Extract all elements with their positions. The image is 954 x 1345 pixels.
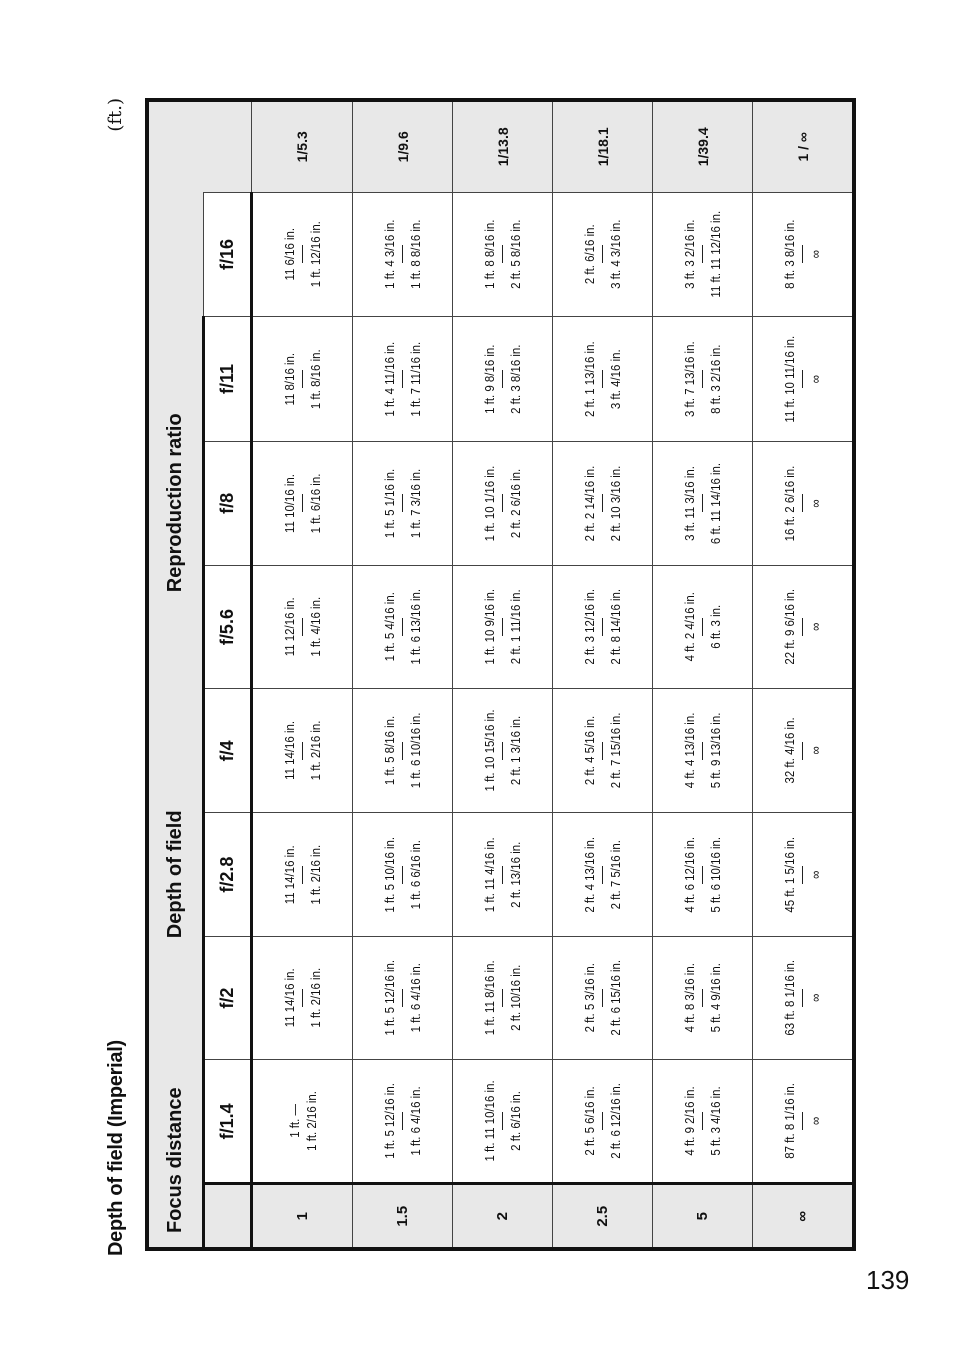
far-limit: 1 ft. 6 4/16 in. bbox=[408, 1086, 423, 1157]
dof-cell bbox=[453, 441, 553, 565]
range-separator bbox=[802, 742, 803, 760]
far-limit: ∞ bbox=[808, 870, 823, 879]
dof-cell bbox=[653, 192, 753, 317]
far-limit: 5 ft. 3 4/16 in. bbox=[708, 1086, 723, 1157]
near-limit: 1 ft. 5 10/16 in. bbox=[382, 836, 397, 913]
near-limit: 1 ft. 11 8/16 in. bbox=[482, 960, 497, 1036]
ratio-header-blank bbox=[204, 100, 252, 192]
dof-cell bbox=[252, 813, 353, 936]
near-limit: 11 14/16 in. bbox=[282, 968, 297, 1028]
dof-cell bbox=[553, 317, 653, 442]
range-separator bbox=[402, 1112, 403, 1130]
dof-cell bbox=[653, 1060, 753, 1184]
far-limit: 3 ft. 4 3/16 in. bbox=[608, 219, 623, 290]
range-separator bbox=[502, 245, 503, 263]
aperture-header: f/2 bbox=[204, 936, 252, 1059]
range-separator bbox=[602, 866, 603, 884]
dof-cell bbox=[353, 936, 453, 1059]
far-limit: 11 ft. 11 12/16 in. bbox=[708, 211, 723, 298]
range-separator bbox=[802, 494, 803, 512]
unit-label: (ft.) bbox=[105, 98, 126, 132]
range-separator bbox=[402, 989, 403, 1007]
dof-cell bbox=[252, 1060, 353, 1184]
near-limit: 2 ft. 2 14/16 in. bbox=[582, 465, 597, 542]
far-limit: 1 ft. 2/16 in. bbox=[308, 844, 323, 905]
far-limit: ∞ bbox=[808, 622, 823, 632]
near-limit: 11 14/16 in. bbox=[282, 721, 297, 781]
near-limit: 1 ft. 8 8/16 in. bbox=[482, 219, 497, 290]
dof-cell bbox=[653, 565, 753, 688]
aperture-header: f/5.6 bbox=[204, 565, 252, 688]
range-separator bbox=[302, 245, 303, 263]
dof-cell bbox=[553, 192, 653, 317]
near-limit: 1 ft. 9 8/16 in. bbox=[482, 344, 497, 414]
near-limit: 1 ft. 5 12/16 in. bbox=[382, 960, 397, 1036]
far-limit: ∞ bbox=[808, 994, 823, 1003]
dof-cell bbox=[553, 565, 653, 688]
aperture-header: f/11 bbox=[204, 317, 252, 442]
far-limit: 6 ft. 3 in. bbox=[708, 605, 723, 649]
dof-cell bbox=[753, 441, 855, 565]
far-limit: 6 ft. 11 14/16 in. bbox=[708, 462, 723, 544]
far-limit: 1 ft. 6 6/16 in. bbox=[408, 839, 423, 910]
range-separator bbox=[802, 245, 803, 263]
range-separator bbox=[702, 866, 703, 884]
far-limit: ∞ bbox=[808, 1117, 823, 1126]
range-separator bbox=[802, 866, 803, 884]
near-limit: 4 ft. 9 2/16 in. bbox=[682, 1086, 697, 1157]
far-limit: 5 ft. 4 9/16 in. bbox=[708, 963, 723, 1033]
near-limit: 4 ft. 8 3/16 in. bbox=[682, 963, 697, 1033]
range-separator bbox=[702, 1112, 703, 1130]
far-limit: 2 ft. 7 15/16 in. bbox=[608, 712, 623, 789]
range-separator bbox=[502, 618, 503, 636]
dof-cell bbox=[553, 936, 653, 1059]
dof-cell bbox=[252, 317, 353, 442]
range-separator bbox=[302, 494, 303, 512]
range-separator bbox=[302, 866, 303, 884]
far-limit: 2 ft. 10 3/16 in. bbox=[608, 465, 623, 542]
range-separator bbox=[702, 742, 703, 760]
near-limit: 11 10/16 in. bbox=[282, 473, 297, 533]
dof-cell bbox=[252, 441, 353, 565]
near-limit: 11 12/16 in. bbox=[282, 597, 297, 657]
near-limit: 16 ft. 2 6/16 in. bbox=[782, 465, 797, 542]
near-limit: 2 ft. 1 13/16 in. bbox=[582, 341, 597, 417]
range-separator bbox=[502, 989, 503, 1007]
range-separator bbox=[702, 370, 703, 388]
near-limit: 2 ft. 4 13/16 in. bbox=[582, 836, 597, 913]
dof-cell bbox=[653, 441, 753, 565]
range-separator bbox=[402, 245, 403, 263]
near-limit: 1 ft. 4 11/16 in. bbox=[382, 341, 397, 417]
dof-cell bbox=[353, 813, 453, 936]
dof-cell bbox=[252, 689, 353, 813]
far-limit: 3 ft. 4/16 in. bbox=[608, 349, 623, 409]
far-limit: 5 ft. 6 10/16 in. bbox=[708, 836, 723, 913]
focus-distance-cell: 1.5 bbox=[353, 1184, 453, 1249]
far-limit: 1 ft. 2/16 in. bbox=[308, 720, 323, 781]
near-limit: 1 ft. 4 3/16 in. bbox=[382, 219, 397, 290]
far-limit: 1 ft. 7 11/16 in. bbox=[408, 341, 423, 417]
far-limit: 2 ft. 6/16 in. bbox=[508, 1091, 523, 1152]
focus-distance-cell: 1 bbox=[252, 1184, 353, 1249]
header-blank bbox=[147, 100, 204, 317]
near-limit: 63 ft. 8 1/16 in. bbox=[782, 960, 797, 1036]
focus-distance-cell: 2.5 bbox=[553, 1184, 653, 1249]
reproduction-ratio-cell: 1 / ∞ bbox=[753, 100, 855, 192]
far-limit: 1 ft. 6 10/16 in. bbox=[408, 712, 423, 789]
far-limit: 1 ft. 6/16 in. bbox=[308, 473, 323, 534]
page-number: 139 bbox=[866, 1265, 910, 1295]
range-separator bbox=[502, 370, 503, 388]
range-separator bbox=[702, 618, 703, 636]
range-separator bbox=[702, 989, 703, 1007]
dof-cell bbox=[353, 192, 453, 317]
range-separator bbox=[302, 742, 303, 760]
table-row bbox=[353, 100, 453, 1249]
far-limit: 5 ft. 9 13/16 in. bbox=[708, 712, 723, 789]
range-separator bbox=[402, 866, 403, 884]
page-title: Depth of field (Imperial) bbox=[105, 1040, 127, 1256]
near-limit: 1 ft. 10 1/16 in. bbox=[482, 465, 497, 542]
dof-cell bbox=[753, 192, 855, 317]
table-row bbox=[252, 100, 353, 1249]
far-limit: 2 ft. 2 6/16 in. bbox=[508, 468, 523, 538]
near-limit: 1 ft. — bbox=[286, 1104, 302, 1139]
dof-cell bbox=[453, 936, 553, 1059]
far-limit: 1 ft. 6 13/16 in. bbox=[408, 589, 423, 665]
focus-distance-cell: 2 bbox=[453, 1184, 553, 1249]
range-separator bbox=[702, 245, 703, 263]
far-limit: 1 ft. 8/16 in. bbox=[308, 349, 323, 409]
far-limit: 1 ft. 2/16 in. bbox=[308, 968, 323, 1028]
near-limit: 1 ft. 11 4/16 in. bbox=[482, 837, 497, 913]
dof-cell bbox=[453, 689, 553, 813]
dof-cell bbox=[453, 813, 553, 936]
near-limit: 32 ft. 4/16 in. bbox=[782, 717, 797, 784]
dof-cell bbox=[453, 1060, 553, 1184]
near-limit: 45 ft. 1 5/16 in. bbox=[782, 836, 797, 913]
near-limit: 11 ft. 10 11/16 in. bbox=[782, 335, 797, 423]
table-row bbox=[753, 100, 855, 1249]
range-separator bbox=[402, 494, 403, 512]
dof-cell bbox=[252, 192, 353, 317]
far-limit: ∞ bbox=[808, 374, 823, 384]
depth-of-field-header: Depth of field bbox=[147, 689, 204, 1060]
near-limit: 2 ft. 5 6/16 in. bbox=[582, 1086, 597, 1157]
near-limit: 2 ft. 4 5/16 in. bbox=[582, 716, 597, 786]
near-limit: 4 ft. 2 4/16 in. bbox=[682, 592, 697, 662]
far-limit: ∞ bbox=[808, 499, 823, 508]
reproduction-ratio-cell: 1/13.8 bbox=[453, 100, 553, 192]
far-limit: 1 ft. 7 3/16 in. bbox=[408, 468, 423, 538]
focus-distance-cell: ∞ bbox=[753, 1184, 855, 1249]
range-separator bbox=[302, 989, 303, 1007]
far-limit: 1 ft. 8 8/16 in. bbox=[408, 219, 423, 290]
near-limit: 1 ft. 5 12/16 in. bbox=[382, 1083, 397, 1160]
dof-cell bbox=[353, 689, 453, 813]
near-limit: 11 6/16 in. bbox=[282, 228, 297, 281]
dof-cell bbox=[753, 689, 855, 813]
dof-cell bbox=[753, 317, 855, 442]
table-row bbox=[653, 100, 753, 1249]
near-limit: 1 ft. 10 15/16 in. bbox=[482, 709, 497, 792]
range-separator bbox=[802, 618, 803, 636]
near-limit: 2 ft. 6/16 in. bbox=[582, 224, 597, 285]
far-limit: 2 ft. 1 11/16 in. bbox=[508, 589, 523, 665]
far-limit: 2 ft. 8 14/16 in. bbox=[608, 589, 623, 665]
range-separator bbox=[602, 494, 603, 512]
reproduction-ratio-cell: 1/39.4 bbox=[653, 100, 753, 192]
range-separator bbox=[802, 1112, 803, 1130]
dof-cell bbox=[753, 1060, 855, 1184]
range-separator bbox=[402, 742, 403, 760]
reproduction-ratio-cell: 1/18.1 bbox=[553, 100, 653, 192]
range-separator bbox=[602, 742, 603, 760]
range-separator bbox=[502, 866, 503, 884]
dof-cell bbox=[653, 317, 753, 442]
range-separator bbox=[602, 989, 603, 1007]
far-limit: 1 ft. 6 4/16 in. bbox=[408, 963, 423, 1033]
aperture-header: f/8 bbox=[204, 441, 252, 565]
far-limit: 2 ft. 7 5/16 in. bbox=[608, 839, 623, 910]
range-separator bbox=[602, 1112, 603, 1130]
dof-cell bbox=[353, 317, 453, 442]
dof-cell bbox=[553, 441, 653, 565]
dof-cell bbox=[653, 813, 753, 936]
aperture-header: f/4 bbox=[204, 689, 252, 813]
far-limit: 1 ft. 4/16 in. bbox=[308, 597, 323, 657]
near-limit: 3 ft. 7 13/16 in. bbox=[682, 341, 697, 417]
near-limit: 2 ft. 3 12/16 in. bbox=[582, 589, 597, 665]
far-limit: 2 ft. 6 12/16 in. bbox=[608, 1083, 623, 1160]
far-limit: 8 ft. 3 2/16 in. bbox=[708, 344, 723, 414]
dof-cell bbox=[653, 936, 753, 1059]
far-limit: 2 ft. 5 8/16 in. bbox=[508, 219, 523, 290]
near-limit: 3 ft. 3 2/16 in. bbox=[682, 219, 697, 290]
near-limit: 3 ft. 11 3/16 in. bbox=[682, 465, 697, 541]
range-separator bbox=[602, 245, 603, 263]
far-limit: 2 ft. 3 8/16 in. bbox=[508, 344, 523, 414]
range-separator bbox=[802, 370, 803, 388]
range-separator bbox=[602, 370, 603, 388]
dof-cell bbox=[453, 317, 553, 442]
dof-table bbox=[145, 98, 856, 1251]
dof-cell bbox=[353, 565, 453, 688]
dof-cell bbox=[553, 1060, 653, 1184]
focus-distance-cell: 5 bbox=[653, 1184, 753, 1249]
near-limit: 2 ft. 5 3/16 in. bbox=[582, 963, 597, 1033]
far-limit: 2 ft. 10/16 in. bbox=[508, 965, 523, 1032]
far-limit: 2 ft. 1 3/16 in. bbox=[508, 716, 523, 786]
dof-cell bbox=[553, 689, 653, 813]
corner-cell bbox=[204, 1184, 252, 1249]
aperture-header: f/1.4 bbox=[204, 1060, 252, 1184]
dof-cell bbox=[453, 565, 553, 688]
near-limit: 11 14/16 in. bbox=[282, 845, 297, 905]
rotated-table-region bbox=[105, 98, 845, 1256]
range-separator bbox=[402, 370, 403, 388]
range-separator bbox=[502, 742, 503, 760]
far-limit: 1 ft. 12/16 in. bbox=[308, 221, 323, 288]
dof-cell bbox=[453, 192, 553, 317]
aperture-header-row bbox=[204, 100, 252, 1249]
near-limit: 1 ft. 11 10/16 in. bbox=[482, 1080, 497, 1162]
far-limit: 1 ft. 2/16 in. bbox=[303, 1091, 319, 1152]
reproduction-ratio-cell: 1/5.3 bbox=[252, 100, 353, 192]
range-separator bbox=[402, 618, 403, 636]
near-limit: 8 ft. 3 8/16 in. bbox=[782, 219, 797, 290]
near-limit: 87 ft. 8 1/16 in. bbox=[782, 1083, 797, 1160]
far-limit: ∞ bbox=[808, 250, 823, 259]
near-limit: 1 ft. 10 9/16 in. bbox=[482, 589, 497, 665]
far-limit: 2 ft. 6 15/16 in. bbox=[608, 960, 623, 1036]
range-separator bbox=[302, 370, 303, 388]
dof-cell bbox=[353, 1060, 453, 1184]
near-limit: 11 8/16 in. bbox=[282, 352, 297, 406]
reproduction-ratio-header: Reproduction ratio bbox=[147, 317, 204, 689]
range-separator bbox=[702, 494, 703, 512]
dof-cell bbox=[353, 441, 453, 565]
dof-cell bbox=[252, 936, 353, 1059]
near-limit: 4 ft. 4 13/16 in. bbox=[682, 712, 697, 789]
dof-cell bbox=[753, 565, 855, 688]
dof-cell bbox=[252, 565, 353, 688]
near-limit: 4 ft. 6 12/16 in. bbox=[682, 836, 697, 913]
dof-cell bbox=[653, 689, 753, 813]
far-limit: ∞ bbox=[808, 746, 823, 755]
table-row bbox=[453, 100, 553, 1249]
near-limit: 1 ft. 5 4/16 in. bbox=[382, 592, 397, 662]
table-row bbox=[553, 100, 653, 1249]
dof-cell bbox=[753, 813, 855, 936]
range-separator bbox=[802, 989, 803, 1007]
aperture-header: f/16 bbox=[204, 192, 252, 317]
range-separator bbox=[602, 618, 603, 636]
near-limit: 1 ft. 5 8/16 in. bbox=[382, 716, 397, 786]
range-separator bbox=[502, 494, 503, 512]
far-limit: 2 ft. 13/16 in. bbox=[508, 841, 523, 908]
dof-cell bbox=[753, 936, 855, 1059]
aperture-header: f/2.8 bbox=[204, 813, 252, 936]
reproduction-ratio-cell: 1/9.6 bbox=[353, 100, 453, 192]
range-separator bbox=[302, 618, 303, 636]
dof-cell bbox=[553, 813, 653, 936]
near-limit: 1 ft. 5 1/16 in. bbox=[382, 468, 397, 538]
near-limit: 22 ft. 9 6/16 in. bbox=[782, 589, 797, 665]
range-separator bbox=[502, 1112, 503, 1130]
focus-distance-header: Focus distance bbox=[147, 1060, 204, 1249]
